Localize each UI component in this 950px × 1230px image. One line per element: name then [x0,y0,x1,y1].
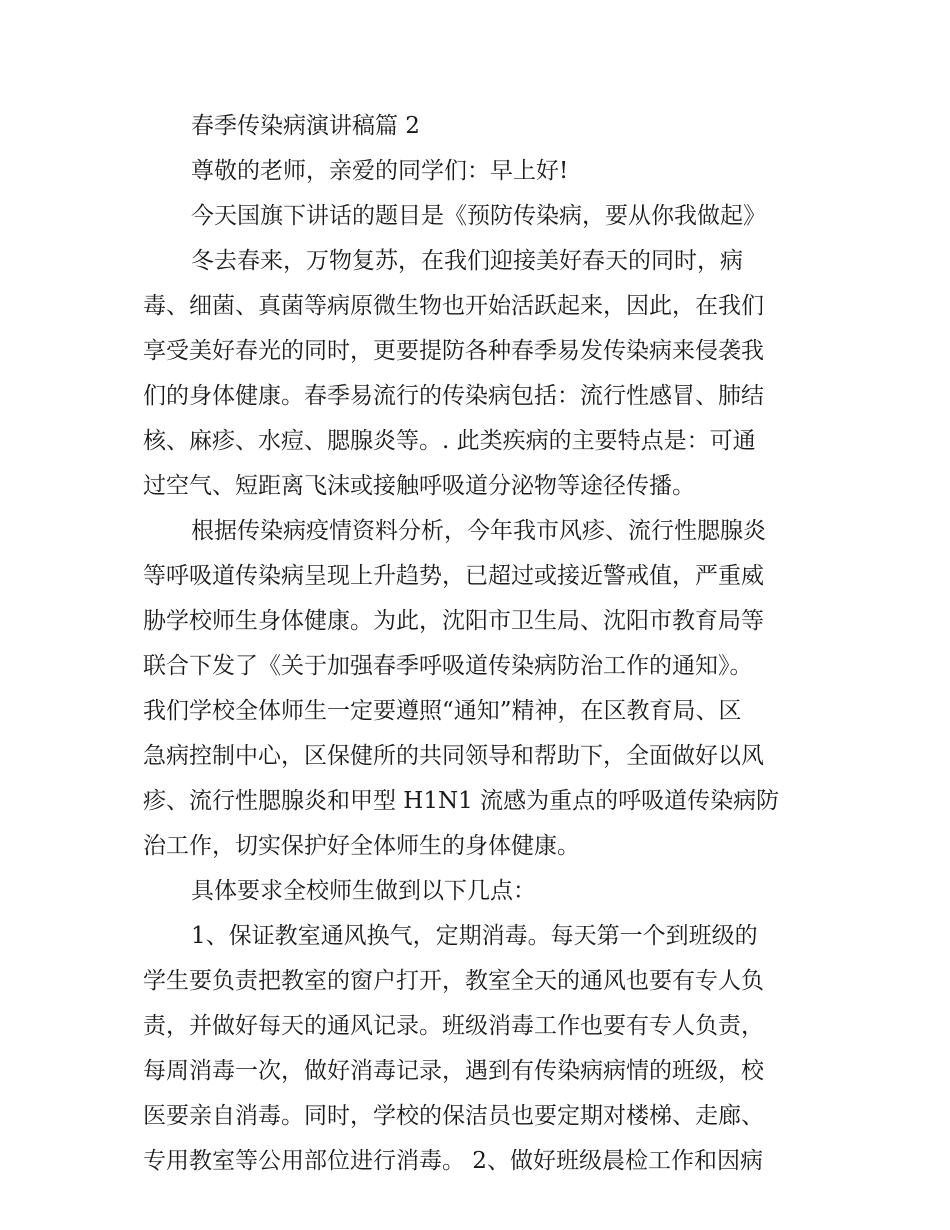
salutation: 尊敬的老师，亲爱的同学们：早上好! [191,158,569,184]
text-line: 每周消毒一次，做好消毒记录，遇到有传染病病情的班级，校 [143,1058,764,1084]
text-line: 联合下发了《关于加强春季呼吸道传染病防治工作的通知》。 [143,653,753,679]
text-line: 享受美好春光的同时，更要提防各种春季易发传染病来侵袭我 [143,338,764,364]
text-line: 治工作，切实保护好全体师生的身体健康。 [143,833,580,859]
text-line: 1、保证教室通风换气，定期消毒。每天第一个到班级的 [191,923,758,949]
text-line: 学生要负责把教室的窗户打开，教室全天的通风也要有专人负 [143,968,764,994]
text-line: 专用教室等公用部位进行消毒。 2、做好班级晨检工作和因病 [143,1148,763,1174]
text-line: 胁学校师生身体健康。为此，沈阳市卫生局、沈阳市教育局等 [143,608,764,634]
text-line: 根据传染病疫情资料分析，今年我市风疹、流行性腮腺炎 [191,518,766,544]
text-line: 我们学校全体师生一定要遵照“通知”精神，在区教育局、区 [143,698,742,724]
speech-topic: 今天国旗下讲话的题目是《预防传染病，要从你我做起》 [191,203,766,229]
document-body [143,104,813,1184]
text-line: 急病控制中心，区保健所的共同领导和帮助下，全面做好以风 [143,743,764,769]
text-line: 毒、细菌、真菌等病原微生物也开始活跃起来，因此，在我们 [143,293,764,319]
text-line: 疹、流行性腮腺炎和甲型 H1N1 流感为重点的呼吸道传染病防 [143,788,780,814]
text-line: 冬去春来，万物复苏，在我们迎接美好春天的同时，病 [191,248,743,274]
text-line: 具体要求全校师生做到以下几点： [191,878,536,904]
text-line: 过空气、短距离飞沫或接触呼吸道分泌物等途径传播。 [143,473,695,499]
document-title: 春季传染病演讲稿篇 2 [191,113,420,139]
text-line: 医要亲自消毒。同时，学校的保洁员也要定期对楼梯、走廊、 [143,1103,764,1129]
text-line: 核、麻疹、水痘、腮腺炎等。. 此类疾病的主要特点是：可通 [143,428,756,454]
text-line: 责，并做好每天的通风记录。班级消毒工作也要有专人负责， [143,1013,764,1039]
text-line: 们的身体健康。春季易流行的传染病包括：流行性感冒、肺结 [143,383,764,409]
text-line: 等呼吸道传染病呈现上升趋势，已超过或接近警戒值，严重威 [143,563,764,589]
